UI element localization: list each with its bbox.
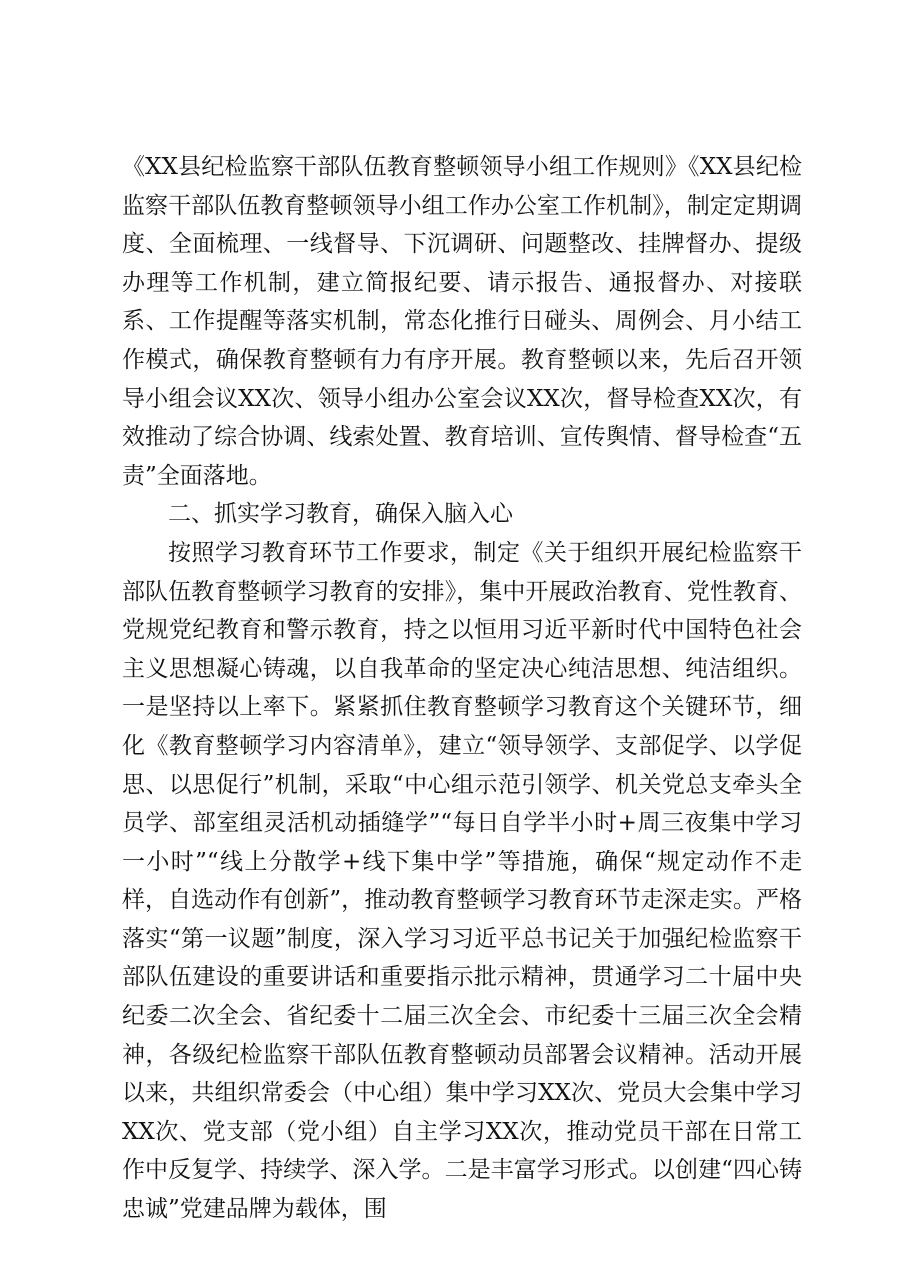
section-heading: 二、抓实学习教育，确保入脑入心 <box>168 501 513 528</box>
document-body <box>122 148 802 1229</box>
paragraph-work-mechanism: 《XX县纪检监察干部队伍教育整顿领导小组工作规则》《XX县纪检监察干部队伍教育整顿领导小组工作办公室工作机制》，制定定期调度、全面梳理、一线督导、下沉调研、问题整改、挂牌督办、提级办理等工作机制，建立简报纪要、请示报告、通报督办、对接联系、工作提醒等落实机制，常态化推行日碰头、周例会、月小结工作模式，确保教育整顿有力有序开展。教育整顿以来，先后召开领导小组会议XX次、领导小组办公室会议XX次，督导检查XX次，有效推动了综合协调、线索处置、教育培训、宣传舆情、督导检查“五责”全面落地。 <box>122 154 802 489</box>
paragraph-study-education: 按照学习教育环节工作要求，制定《关于组织开展纪检监察干部队伍教育整顿学习教育的安排》，集中开展政治教育、党性教育、党规党纪教育和警示教育，持之以恒用习近平新时代中国特色社会主义思想凝心铸魂，以自我革命的坚定决心纯洁思想、纯洁组织。一是坚持以上率下。紧紧抓住教育整顿学习教育这个关键环节，细化《教育整顿学习内容清单》，建立“领导领学、支部促学、以学促思、以思促行”机制，采取“中心组示范引领学、机关党总支牵头全员学、部室组灵活机动插缝学”“每日自学半小时+周三夜集中学习一小时”“线上分散学+线下集中学”等措施，确保“规定动作不走样，自选动作有创新”，推动教育整顿学习教育环节走深走实。严格落实“第一议题”制度，深入学习习近平总书记关于加强纪检监察干部队伍建设的重要讲话和重要指示批示精神，贯通学习二十届中央纪委二次全会、省纪委十二届三次全会、市纪委十三届三次全会精神，各级纪检监察干部队伍教育整顿动员部署会议精神。活动开展以来，共组织常委会（中心组）集中学习XX次、党员大会集中学习XX次、党支部（党小组）自主学习XX次，推动党员干部在日常工作中反复学、持续学、深入学。二是丰富学习形式。以创建“四心铸忠诚”党建品牌为载体，围 <box>122 539 802 1223</box>
